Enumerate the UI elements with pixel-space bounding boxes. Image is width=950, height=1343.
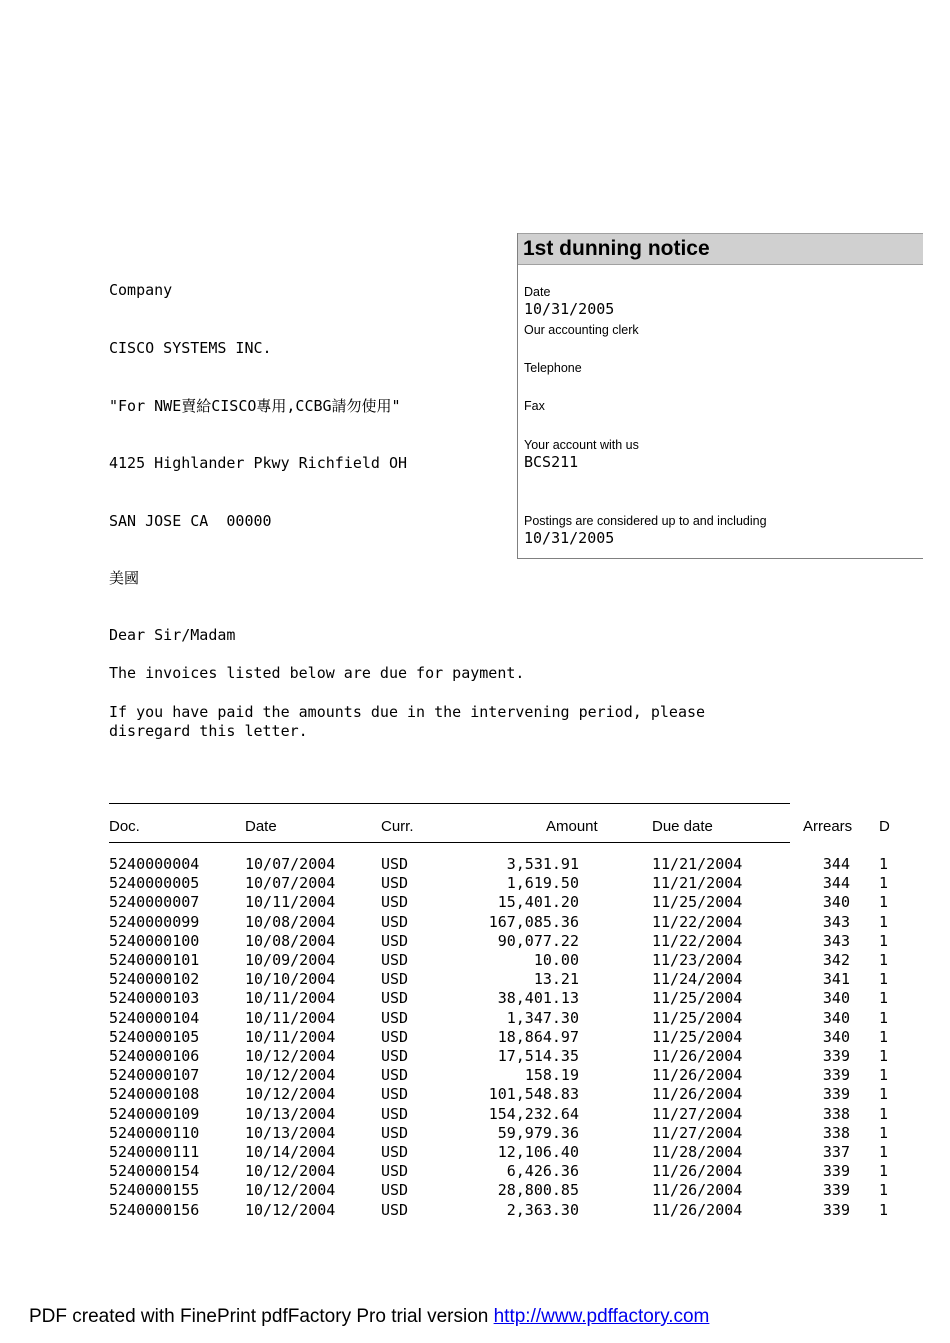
cell-d: 1 [879, 1162, 889, 1181]
cell-date: 10/13/2004 [245, 1123, 336, 1142]
cell-date: 10/12/2004 [245, 1085, 336, 1104]
cell-doc: 5240000004 [109, 855, 200, 873]
cell-amount: 158.19 [524, 1066, 579, 1085]
cell-d: 1 [879, 1027, 889, 1046]
cell-doc: 5240000099 [109, 912, 200, 931]
cell-arrears: 338 [822, 1104, 850, 1123]
cell-currency: USD [381, 855, 409, 873]
cell-currency: USD [381, 1008, 409, 1027]
cell-doc: 5240000100 [109, 931, 200, 950]
cell-amount: 6,426.36 [506, 1162, 579, 1181]
cell-d: 1 [879, 1085, 889, 1104]
cell-currency: USD [381, 931, 409, 950]
cell-date: 10/12/2004 [245, 1047, 336, 1065]
cell-date: 10/11/2004 [245, 1008, 336, 1027]
table-row [0, 932, 950, 951]
cell-date: 10/12/2004 [245, 1162, 336, 1181]
cell-amount: 1,619.50 [506, 874, 579, 893]
cell-currency: USD [381, 1143, 409, 1161]
cell-amount: 2,363.30 [506, 1200, 579, 1219]
cell-d: 1 [879, 1047, 889, 1065]
letter-line: disregard this letter. [109, 722, 308, 740]
cell-arrears: 343 [822, 912, 850, 931]
cell-d: 1 [879, 1200, 889, 1219]
cell-d: 1 [879, 970, 889, 989]
cell-due-date: 11/25/2004 [652, 989, 743, 1008]
notice-title: 1st dunning notice [518, 233, 923, 265]
cell-d: 1 [879, 874, 889, 893]
cell-doc: 5240000108 [109, 1085, 200, 1104]
cell-due-date: 11/26/2004 [652, 1200, 743, 1219]
address-line: "For NWE賣給CISCO專用,CCBG請勿使用" [109, 396, 401, 415]
cell-doc: 5240000105 [109, 1027, 200, 1046]
cell-doc: 5240000110 [109, 1123, 200, 1142]
cell-arrears: 339 [822, 1066, 850, 1085]
postings-label: Postings are considered up to and including [524, 514, 767, 528]
recipient-address [109, 243, 407, 608]
cell-due-date: 11/26/2004 [652, 1162, 743, 1181]
cell-doc: 5240000156 [109, 1200, 200, 1219]
cell-d: 1 [879, 951, 889, 969]
cell-date: 10/13/2004 [245, 1104, 336, 1123]
table-row [0, 1066, 950, 1085]
telephone-label: Telephone [524, 361, 582, 375]
cell-amount: 154,232.64 [488, 1104, 579, 1123]
header-due-date: Due date [652, 818, 713, 835]
cell-currency: USD [381, 893, 409, 912]
footer-text: PDF created with FinePrint pdfFactory Pro trial version [29, 1306, 494, 1327]
cell-date: 10/08/2004 [245, 912, 336, 931]
footer-link[interactable]: http://www.pdffactory.com [493, 1306, 710, 1327]
cell-d: 1 [879, 931, 889, 950]
header-date: Date [245, 818, 277, 835]
date-value: 10/31/2005 [524, 300, 615, 318]
cell-due-date: 11/22/2004 [652, 912, 743, 931]
table-row [0, 1028, 950, 1047]
cell-due-date: 11/25/2004 [652, 1008, 743, 1027]
cell-doc: 5240000111 [109, 1143, 200, 1161]
cell-date: 10/12/2004 [245, 1066, 336, 1085]
cell-due-date: 11/25/2004 [652, 893, 743, 912]
cell-due-date: 11/25/2004 [652, 1027, 743, 1046]
cell-date: 10/14/2004 [245, 1143, 336, 1161]
address-line: 4125 Highlander Pkwy Richfield OH [109, 454, 408, 473]
notice-info-box [517, 233, 923, 559]
table-row [0, 1009, 950, 1028]
cell-due-date: 11/26/2004 [652, 1085, 743, 1104]
table-row [0, 913, 950, 932]
fax-label: Fax [524, 399, 545, 413]
cell-doc: 5240000104 [109, 1008, 200, 1027]
cell-currency: USD [381, 1104, 409, 1123]
header-arrears: Arrears [803, 818, 853, 835]
letter-line: If you have paid the amounts due in the intervening period, please [109, 703, 706, 721]
cell-d: 1 [879, 1008, 889, 1027]
cell-due-date: 11/24/2004 [652, 970, 743, 989]
cell-currency: USD [381, 951, 409, 969]
cell-due-date: 11/26/2004 [652, 1066, 743, 1085]
cell-doc: 5240000106 [109, 1047, 200, 1065]
header-doc: Doc. [109, 818, 140, 835]
clerk-label: Our accounting clerk [524, 323, 639, 337]
cell-doc: 5240000102 [109, 970, 200, 989]
cell-arrears: 339 [822, 1162, 850, 1181]
pdf-footer [29, 1306, 709, 1328]
table-row [0, 989, 950, 1008]
cell-due-date: 11/26/2004 [652, 1047, 743, 1065]
cell-date: 10/11/2004 [245, 893, 336, 912]
cell-date: 10/12/2004 [245, 1200, 336, 1219]
cell-d: 1 [879, 1104, 889, 1123]
address-line: SAN JOSE CA 00000 [109, 511, 272, 530]
cell-amount: 18,864.97 [497, 1027, 579, 1046]
cell-due-date: 11/21/2004 [652, 855, 743, 873]
cell-due-date: 11/27/2004 [652, 1123, 743, 1142]
cell-doc: 5240000109 [109, 1104, 200, 1123]
cell-arrears: 339 [822, 1047, 850, 1065]
cell-currency: USD [381, 874, 409, 893]
cell-arrears: 337 [822, 1143, 850, 1161]
cell-amount: 1,347.30 [506, 1008, 579, 1027]
cell-d: 1 [879, 893, 889, 912]
cell-due-date: 11/26/2004 [652, 1181, 743, 1200]
cell-date: 10/11/2004 [245, 989, 336, 1008]
table-row [0, 855, 950, 874]
table-row [0, 1162, 950, 1181]
table-row [0, 1181, 950, 1200]
table-row [0, 1047, 950, 1066]
cell-currency: USD [381, 989, 409, 1008]
account-label: Your account with us [524, 438, 639, 452]
cell-arrears: 341 [822, 970, 850, 989]
cell-d: 1 [879, 1181, 889, 1200]
cell-arrears: 339 [822, 1181, 850, 1200]
table-row [0, 1085, 950, 1104]
cell-arrears: 344 [822, 855, 850, 873]
cell-d: 1 [879, 912, 889, 931]
table-row [0, 874, 950, 893]
cell-currency: USD [381, 1123, 409, 1142]
cell-currency: USD [381, 970, 409, 989]
letter-body [109, 626, 706, 740]
cell-amount: 10.00 [533, 951, 579, 969]
cell-currency: USD [381, 912, 409, 931]
table-row [0, 1105, 950, 1124]
cell-amount: 13.21 [533, 970, 579, 989]
cell-due-date: 11/27/2004 [652, 1104, 743, 1123]
cell-arrears: 339 [822, 1085, 850, 1104]
postings-value: 10/31/2005 [524, 529, 615, 547]
cell-doc: 5240000103 [109, 989, 200, 1008]
cell-d: 1 [879, 855, 889, 873]
account-value: BCS211 [524, 453, 579, 471]
cell-currency: USD [381, 1047, 409, 1065]
table-row [0, 1201, 950, 1220]
cell-arrears: 339 [822, 1200, 850, 1219]
cell-due-date: 11/21/2004 [652, 874, 743, 893]
cell-date: 10/12/2004 [245, 1181, 336, 1200]
cell-currency: USD [381, 1181, 409, 1200]
date-label: Date [524, 285, 551, 299]
cell-date: 10/11/2004 [245, 1027, 336, 1046]
cell-arrears: 338 [822, 1123, 850, 1142]
cell-arrears: 343 [822, 931, 850, 950]
cell-d: 1 [879, 1143, 889, 1161]
table-row [0, 970, 950, 989]
salutation: Dear Sir/Madam [109, 626, 236, 644]
cell-amount: 90,077.22 [497, 931, 579, 950]
cell-d: 1 [879, 1123, 889, 1142]
cell-due-date: 11/28/2004 [652, 1143, 743, 1161]
cell-amount: 12,106.40 [497, 1143, 579, 1161]
cell-amount: 101,548.83 [488, 1085, 579, 1104]
cell-due-date: 11/23/2004 [652, 951, 743, 969]
cell-d: 1 [879, 989, 889, 1008]
cell-currency: USD [381, 1200, 409, 1219]
cell-currency: USD [381, 1027, 409, 1046]
table-rule [109, 842, 790, 843]
cell-currency: USD [381, 1162, 409, 1181]
cell-due-date: 11/22/2004 [652, 931, 743, 950]
cell-amount: 28,800.85 [497, 1181, 579, 1200]
cell-amount: 59,979.36 [497, 1123, 579, 1142]
cell-arrears: 342 [822, 951, 850, 969]
cell-arrears: 344 [822, 874, 850, 893]
cell-amount: 3,531.91 [506, 855, 579, 873]
header-d: D [879, 818, 890, 835]
cell-doc: 5240000154 [109, 1162, 200, 1181]
cell-amount: 15,401.20 [497, 893, 579, 912]
header-currency: Curr. [381, 818, 414, 835]
cell-doc: 5240000101 [109, 951, 200, 969]
cell-arrears: 340 [822, 1008, 850, 1027]
cell-doc: 5240000155 [109, 1181, 200, 1200]
cell-amount: 38,401.13 [497, 989, 579, 1008]
table-rule [109, 803, 790, 804]
table-row [0, 1124, 950, 1143]
cell-d: 1 [879, 1066, 889, 1085]
cell-amount: 167,085.36 [488, 912, 579, 931]
cell-arrears: 340 [822, 893, 850, 912]
cell-currency: USD [381, 1085, 409, 1104]
table-row [0, 951, 950, 970]
address-line: CISCO SYSTEMS INC. [109, 339, 272, 357]
cell-date: 10/07/2004 [245, 855, 336, 873]
cell-doc: 5240000007 [109, 893, 200, 912]
cell-date: 10/10/2004 [245, 970, 336, 989]
address-line: Company [109, 281, 173, 300]
cell-arrears: 340 [822, 989, 850, 1008]
cell-doc: 5240000005 [109, 874, 200, 893]
cell-date: 10/07/2004 [245, 874, 336, 893]
header-amount: Amount [546, 818, 598, 835]
address-line: 美國 [109, 569, 140, 588]
cell-date: 10/08/2004 [245, 931, 336, 950]
table-row [0, 1143, 950, 1162]
cell-amount: 17,514.35 [497, 1047, 579, 1065]
cell-arrears: 340 [822, 1027, 850, 1046]
letter-line: The invoices listed below are due for payment. [109, 664, 525, 682]
cell-currency: USD [381, 1066, 409, 1085]
table-row [0, 893, 950, 912]
cell-doc: 5240000107 [109, 1066, 200, 1085]
cell-date: 10/09/2004 [245, 951, 336, 969]
